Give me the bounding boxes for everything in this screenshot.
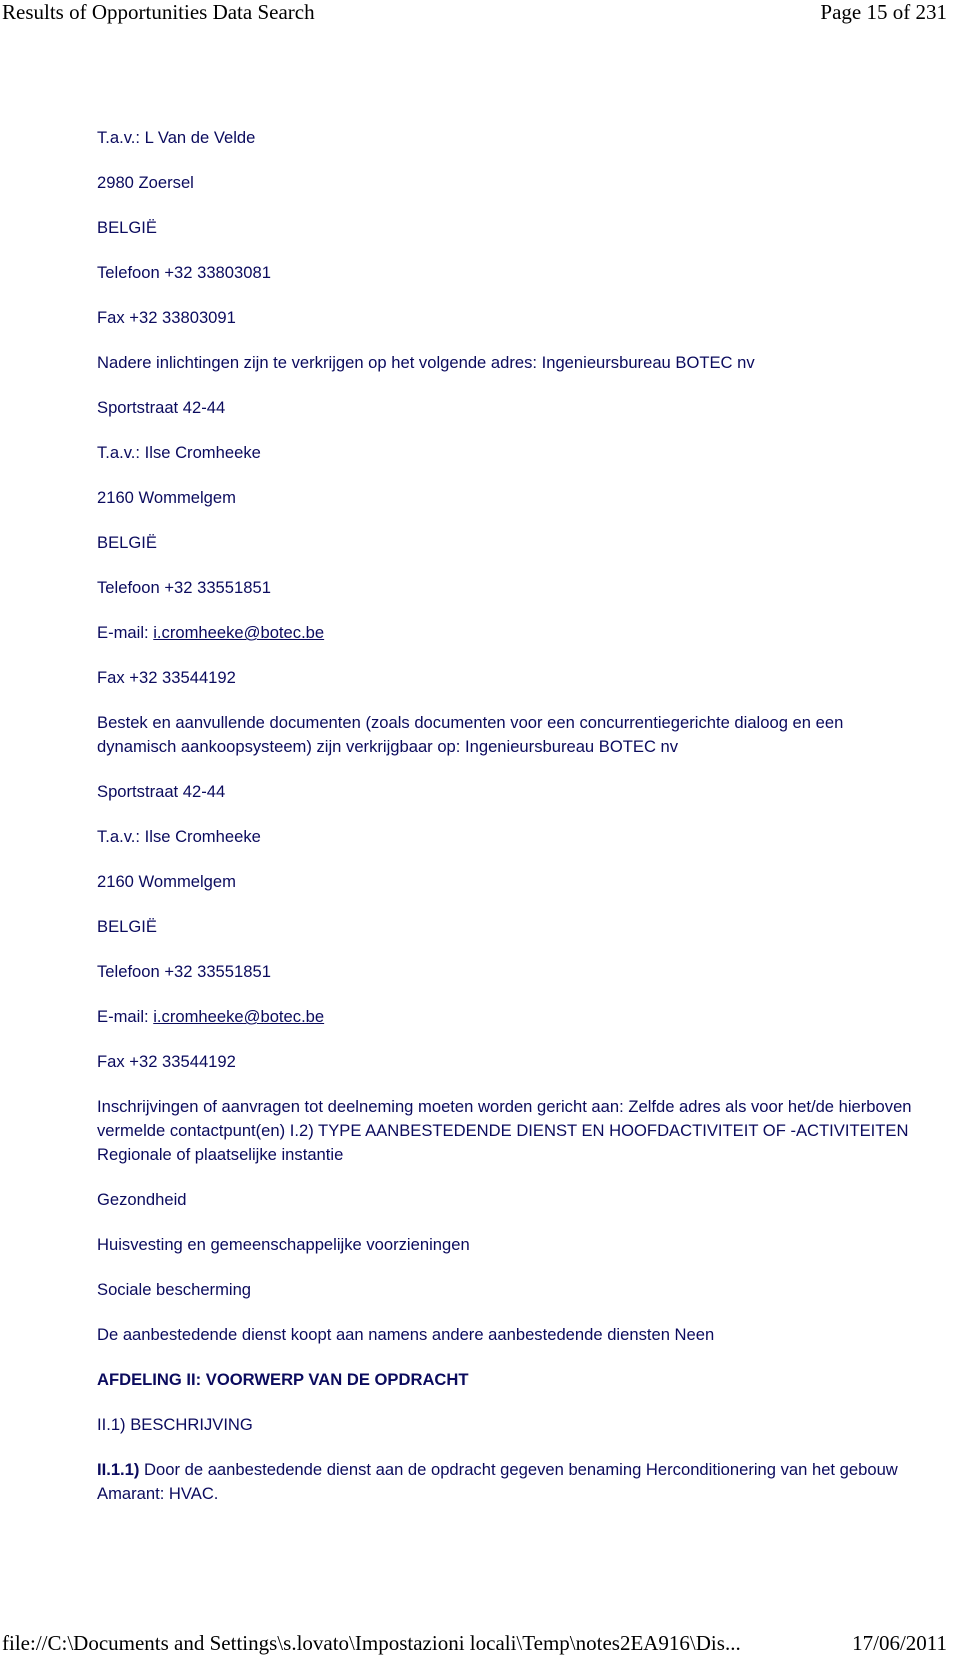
email-line (97, 1005, 927, 1029)
submission-address-line: Inschrijvingen of aanvragen tot deelneming moeten worden gericht aan: Zelfde adres als voor het/de hierboven vermelde contactpunt(en) I.2) TYPE AANBESTEDENDE DIENST EN HOOFDACTIVITEIT OF -ACTIVITEITEN Regionale of plaatselijke instantie (97, 1097, 912, 1164)
email-link[interactable]: i.cromheeke@botec.be (153, 623, 325, 642)
print-header (2, 0, 947, 25)
section-heading: AFDELING II: VOORWERP VAN DE OPDRACHT (97, 1370, 469, 1389)
contact-name-line: T.a.v.: L Van de Velde (97, 128, 256, 147)
email-label: E-mail: (97, 1007, 154, 1026)
subsection-heading: II.1) BESCHRIJVING (97, 1415, 253, 1434)
fax-line: Fax +32 33544192 (97, 668, 236, 687)
page-number: Page 15 of 231 (820, 0, 947, 24)
file-path: file://C:\Documents and Settings\s.lovato\Impostazioni locali\Temp\notes2EA916\Dis... (2, 1631, 741, 1655)
contact-name-line: T.a.v.: Ilse Cromheeke (97, 443, 261, 462)
fax-line: Fax +32 33544192 (97, 1052, 236, 1071)
activity-line: Gezondheid (97, 1190, 187, 1209)
print-date: 17/06/2011 (852, 1631, 947, 1655)
postal-city-line: 2980 Zoersel (97, 173, 194, 192)
contact-name-line: T.a.v.: Ilse Cromheeke (97, 827, 261, 846)
country-line: BELGIË (97, 218, 157, 237)
phone-line: Telefoon +32 33803081 (97, 263, 271, 282)
postal-city-line: 2160 Wommelgem (97, 488, 236, 507)
activity-line: Huisvesting en gemeenschappelijke voorzieningen (97, 1235, 470, 1254)
print-footer (2, 1631, 947, 1656)
documents-availability-line: Bestek en aanvullende documenten (zoals documenten voor een concurrentiegerichte dialoog en een dynamisch aankoopsysteem) zijn verkrijgbaar op: Ingenieursbureau BOTEC nv (97, 713, 844, 756)
street-line: Sportstraat 42-44 (97, 782, 226, 801)
phone-line: Telefoon +32 33551851 (97, 578, 271, 597)
email-line (97, 621, 927, 645)
phone-line: Telefoon +32 33551851 (97, 962, 271, 981)
activity-line: Sociale bescherming (97, 1280, 252, 1299)
info-address-line: Nadere inlichtingen zijn te verkrijgen op het volgende adres: Ingenieursbureau BOTEC nv (97, 353, 755, 372)
fax-line: Fax +32 33803091 (97, 308, 236, 327)
country-line: BELGIË (97, 917, 157, 936)
contract-title-number: II.1.1) (97, 1460, 140, 1479)
document-body (97, 126, 927, 1527)
email-link[interactable]: i.cromheeke@botec.be (153, 1007, 325, 1026)
contract-title-line (97, 1458, 927, 1506)
postal-city-line: 2160 Wommelgem (97, 872, 236, 891)
street-line: Sportstraat 42-44 (97, 398, 226, 417)
contract-title-text: Door de aanbestedende dienst aan de opdracht gegeven benaming Herconditionering van het gebouw Amarant: HVAC. (97, 1460, 898, 1503)
purchasing-behalf-line: De aanbestedende dienst koopt aan namens andere aanbestedende diensten Neen (97, 1325, 715, 1344)
document-title: Results of Opportunities Data Search (2, 0, 315, 24)
country-line: BELGIË (97, 533, 157, 552)
email-label: E-mail: (97, 623, 154, 642)
